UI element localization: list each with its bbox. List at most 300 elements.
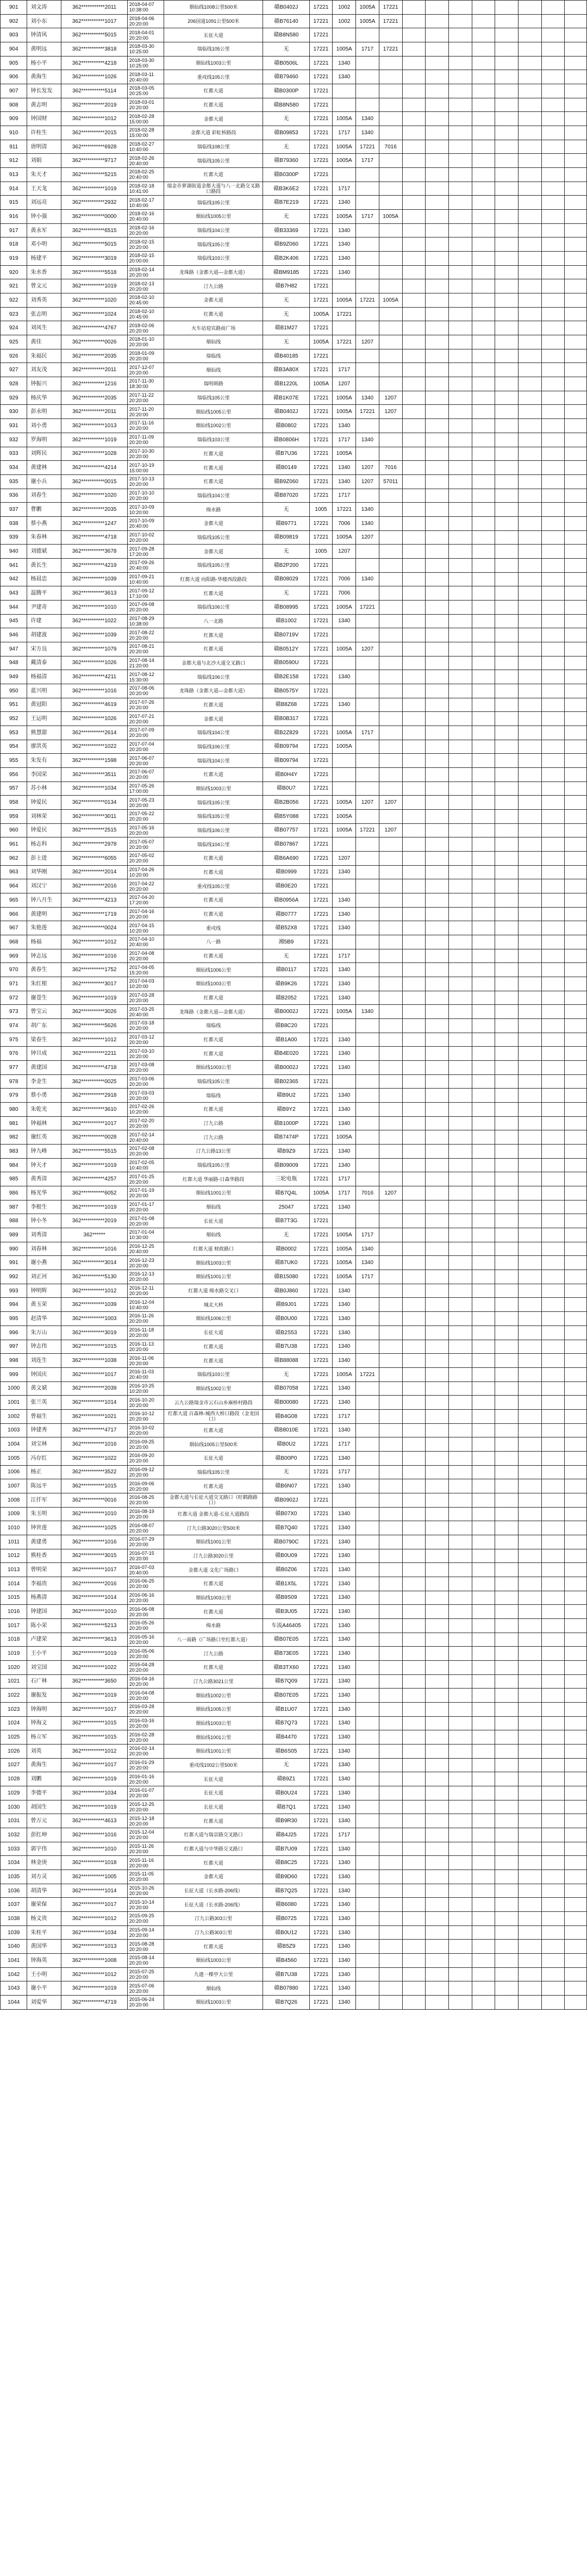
row-number-cell: 914 [1, 182, 27, 196]
code-cell [379, 1577, 402, 1591]
id-number-cell: 362***********1017 [61, 1367, 127, 1381]
code-cell [426, 712, 449, 726]
empty-cell [519, 14, 542, 28]
plate-cell: 赣B0719V [263, 628, 309, 642]
name-cell: 钟国庆 [27, 1367, 61, 1381]
code-cell [426, 907, 449, 921]
empty-cell [472, 1535, 495, 1549]
code-cell [426, 419, 449, 433]
table-row [1, 516, 587, 530]
empty-cell [565, 1409, 587, 1423]
location-cell: 瑞临线106公里 [164, 823, 263, 837]
id-number-cell: 362***********1019 [61, 1689, 127, 1703]
empty-cell [472, 572, 495, 586]
table-row [1, 1312, 587, 1326]
code-cell: 17221 [333, 307, 356, 321]
empty-cell [448, 1967, 472, 1981]
table-row [1, 419, 587, 433]
code-cell: 1340 [333, 1312, 356, 1326]
table-row [1, 1033, 587, 1047]
location-cell: 红都大道与中华路交叉路口 [164, 1842, 263, 1856]
location-cell: 长征大道 [164, 1325, 263, 1340]
table-row [1, 1800, 587, 1814]
datetime-cell: 2017-10-30 20:20:00 [127, 447, 164, 461]
code-cell: 17221 [309, 1702, 333, 1716]
empty-cell [565, 489, 587, 503]
empty-cell [519, 1884, 542, 1898]
name-cell: 钟志伟 [27, 1340, 61, 1354]
name-cell: 朱福民 [27, 349, 61, 363]
code-cell [379, 781, 402, 796]
empty-cell [541, 461, 565, 475]
name-cell: 朱水香 [27, 265, 61, 279]
empty-cell [541, 419, 565, 433]
code-cell: 17221 [309, 405, 333, 419]
code-cell: 17221 [309, 558, 333, 572]
table-row [1, 698, 587, 712]
row-number-cell: 1028 [1, 1772, 27, 1786]
code-cell [402, 1674, 426, 1689]
code-cell [379, 1340, 402, 1354]
empty-cell [565, 279, 587, 293]
code-cell [402, 1409, 426, 1423]
empty-cell [565, 1716, 587, 1730]
datetime-cell: 2017-05-22 20:20:00 [127, 809, 164, 823]
table-row [1, 921, 587, 935]
empty-cell [519, 1633, 542, 1647]
empty-cell [519, 210, 542, 224]
table-row [1, 196, 587, 210]
row-number-cell: 1027 [1, 1758, 27, 1772]
empty-cell [495, 461, 519, 475]
row-number-cell: 1031 [1, 1814, 27, 1828]
id-number-cell: 362***********2016 [61, 1577, 127, 1591]
table-row [1, 349, 587, 363]
id-number-cell: 362***********3818 [61, 42, 127, 57]
id-number-cell: 362***********2015 [61, 126, 127, 140]
table-row [1, 1423, 587, 1437]
code-cell [379, 1535, 402, 1549]
location-cell: 绵水路 [164, 503, 263, 517]
empty-cell [565, 1270, 587, 1284]
id-number-cell: 362***********1034 [61, 1786, 127, 1800]
datetime-cell: 2017-01-25 20:20:00 [127, 1172, 164, 1186]
empty-cell [472, 712, 495, 726]
empty-cell [472, 558, 495, 572]
id-number-cell: 362***********2978 [61, 837, 127, 852]
id-number-cell: 362***********0028 [61, 1130, 127, 1145]
empty-cell [472, 1912, 495, 1926]
empty-cell [541, 684, 565, 698]
empty-cell [565, 1298, 587, 1312]
name-cell: 黄建勇 [27, 1535, 61, 1549]
empty-cell [565, 140, 587, 154]
empty-cell [495, 879, 519, 893]
name-cell: 石广林 [27, 1674, 61, 1689]
empty-cell [495, 503, 519, 517]
code-cell [402, 1047, 426, 1061]
empty-cell [472, 70, 495, 84]
code-cell [402, 1130, 426, 1145]
code-cell [426, 600, 449, 614]
empty-cell [565, 1535, 587, 1549]
row-number-cell: 981 [1, 1116, 27, 1130]
empty-cell [448, 1033, 472, 1047]
row-number-cell: 985 [1, 1172, 27, 1186]
id-number-cell: 362***********1014 [61, 1396, 127, 1410]
datetime-cell: 2017-03-10 20:20:00 [127, 1047, 164, 1061]
code-cell: 17221 [356, 405, 379, 419]
empty-cell [495, 1674, 519, 1689]
empty-cell [541, 154, 565, 168]
empty-cell [448, 1800, 472, 1814]
table-row [1, 489, 587, 503]
code-cell [426, 740, 449, 754]
location-cell: 红都大道 [164, 851, 263, 865]
datetime-cell: 2017-04-16 20:20:00 [127, 907, 164, 921]
code-cell [379, 1158, 402, 1172]
location-cell: 烟仙线1003公里 [164, 781, 263, 796]
empty-cell [565, 1591, 587, 1605]
row-number-cell: 983 [1, 1145, 27, 1159]
code-cell [379, 349, 402, 363]
plate-cell: 赣B07058 [263, 1381, 309, 1396]
code-cell: 17221 [309, 1325, 333, 1340]
plate-cell: 赣B40185 [263, 349, 309, 363]
code-cell: 17221 [309, 1940, 333, 1954]
empty-cell [448, 1912, 472, 1926]
plate-cell: 25047 [263, 1200, 309, 1214]
location-cell: 汀九公路303公里 [164, 1925, 263, 1940]
code-cell [379, 1996, 402, 2010]
location-cell: 烟仙线1005公里 [164, 405, 263, 419]
code-cell: 1340 [333, 865, 356, 879]
empty-cell [472, 1521, 495, 1535]
code-cell [402, 1535, 426, 1549]
plate-cell: 赣B0902J [263, 1493, 309, 1507]
empty-cell [472, 1116, 495, 1130]
location-cell: 金都大道与长征大道交叉路口（旺鹤路路口） [164, 1493, 263, 1507]
code-cell [402, 977, 426, 991]
code-cell [402, 168, 426, 182]
empty-cell [541, 1116, 565, 1130]
empty-cell [519, 1996, 542, 2010]
plate-cell: 赣B6S05 [263, 1744, 309, 1758]
code-cell [379, 84, 402, 98]
code-cell [379, 1284, 402, 1298]
empty-cell [495, 1870, 519, 1884]
name-cell: 谢小燕 [27, 1256, 61, 1270]
empty-cell [495, 363, 519, 377]
table-row [1, 461, 587, 475]
empty-cell [565, 1200, 587, 1214]
code-cell [402, 1689, 426, 1703]
code-cell: 17221 [309, 1312, 333, 1326]
location-cell: 汀九公路3020公里 [164, 1549, 263, 1563]
id-number-cell: 362***********6928 [61, 140, 127, 154]
name-cell: 温腾平 [27, 586, 61, 601]
empty-cell [519, 1423, 542, 1437]
empty-cell [519, 1647, 542, 1661]
code-cell: 17221 [309, 865, 333, 879]
empty-cell [495, 265, 519, 279]
code-cell: 17221 [309, 1633, 333, 1647]
code-cell [426, 433, 449, 447]
code-cell: 1005A [333, 447, 356, 461]
empty-cell [495, 28, 519, 42]
empty-cell [495, 865, 519, 879]
code-cell [402, 1618, 426, 1633]
code-cell [379, 1828, 402, 1842]
plate-cell: 赣B0590U [263, 656, 309, 670]
empty-cell [495, 1786, 519, 1800]
name-cell: 唐明清 [27, 140, 61, 154]
table-row [1, 865, 587, 879]
code-cell [426, 1660, 449, 1674]
code-cell [402, 879, 426, 893]
id-number-cell: 362***********1247 [61, 516, 127, 530]
datetime-cell: 2016-08-25 20:20:00 [127, 1493, 164, 1507]
code-cell [379, 684, 402, 698]
empty-cell [472, 98, 495, 112]
empty-cell [495, 516, 519, 530]
code-cell [426, 1033, 449, 1047]
name-cell: 蓝兴明 [27, 684, 61, 698]
row-number-cell: 1008 [1, 1493, 27, 1507]
code-cell [426, 252, 449, 266]
datetime-cell: 2017-10-13 20:20:00 [127, 474, 164, 489]
table-row [1, 1103, 587, 1117]
table-row [1, 754, 587, 768]
empty-cell [495, 530, 519, 545]
code-cell [379, 1423, 402, 1437]
code-cell [402, 1814, 426, 1828]
plate-cell: 赣B8N580 [263, 98, 309, 112]
location-cell: 红都大道 [164, 1423, 263, 1437]
code-cell [379, 949, 402, 963]
code-cell [402, 600, 426, 614]
code-cell: 1207 [379, 405, 402, 419]
datetime-cell: 2017-11-20 20:20:00 [127, 405, 164, 419]
code-cell [426, 1814, 449, 1828]
code-cell [402, 1940, 426, 1954]
empty-cell [519, 1242, 542, 1256]
datetime-cell: 2017-01-04 10:30:00 [127, 1228, 164, 1242]
code-cell: 1340 [333, 1563, 356, 1577]
table-row [1, 837, 587, 852]
empty-cell [495, 70, 519, 84]
table-row [1, 726, 587, 740]
table-row [1, 1019, 587, 1033]
empty-cell [541, 1172, 565, 1186]
plate-cell: 赣B1A00 [263, 1033, 309, 1047]
id-number-cell: 362***********1025 [61, 1521, 127, 1535]
id-number-cell: 362***********1017 [61, 14, 127, 28]
row-number-cell: 1011 [1, 1535, 27, 1549]
code-cell: 1340 [333, 1954, 356, 1968]
datetime-cell: 2017-11-09 20:20:00 [127, 433, 164, 447]
code-cell [426, 1451, 449, 1465]
empty-cell [495, 1591, 519, 1605]
code-cell: 1340 [333, 1674, 356, 1689]
code-cell [402, 1312, 426, 1326]
code-cell: 1340 [333, 1298, 356, 1312]
empty-cell [448, 1019, 472, 1033]
row-number-cell: 948 [1, 656, 27, 670]
code-cell: 1340 [333, 1507, 356, 1521]
table-row [1, 600, 587, 614]
code-cell: 17221 [309, 1, 333, 15]
empty-cell [448, 1940, 472, 1954]
name-cell: 黄文斌 [27, 1381, 61, 1396]
empty-cell [519, 1814, 542, 1828]
table-row [1, 1493, 587, 1507]
empty-cell [472, 447, 495, 461]
datetime-cell: 2017-11-16 20:20:00 [127, 419, 164, 433]
id-number-cell: 362***********1018 [61, 1856, 127, 1870]
empty-cell [519, 1381, 542, 1396]
empty-cell [565, 1967, 587, 1981]
code-cell [426, 503, 449, 517]
row-number-cell: 903 [1, 28, 27, 42]
empty-cell [472, 781, 495, 796]
id-number-cell: 362***********3522 [61, 1465, 127, 1479]
empty-cell [448, 1047, 472, 1061]
code-cell: 17221 [309, 252, 333, 266]
empty-cell [519, 1828, 542, 1842]
row-number-cell: 967 [1, 921, 27, 935]
code-cell: 1340 [333, 977, 356, 991]
empty-cell [519, 921, 542, 935]
empty-cell [519, 419, 542, 433]
datetime-cell: 2015-06-24 20:20:00 [127, 1996, 164, 2010]
code-cell: 1340 [356, 1005, 379, 1019]
location-cell: 烟仙线1008公里500米 [164, 1, 263, 15]
name-cell: 张志明 [27, 307, 61, 321]
empty-cell [495, 1298, 519, 1312]
name-cell: 钟小冬 [27, 1214, 61, 1228]
empty-cell [565, 1228, 587, 1242]
empty-cell [472, 1312, 495, 1326]
plate-cell: 赣B7Q1 [263, 1800, 309, 1814]
empty-cell [472, 837, 495, 852]
code-cell [379, 670, 402, 684]
name-cell: 陈小荣 [27, 1618, 61, 1633]
code-cell [379, 586, 402, 601]
code-cell [333, 558, 356, 572]
empty-cell [541, 28, 565, 42]
empty-cell [519, 865, 542, 879]
plate-cell: 赣B0402J [263, 405, 309, 419]
id-number-cell: 362***********2011 [61, 405, 127, 419]
name-cell: 黄佳 [27, 335, 61, 349]
code-cell: 17221 [309, 70, 333, 84]
code-cell [402, 949, 426, 963]
row-number-cell: 968 [1, 935, 27, 949]
name-cell: 胡清华 [27, 1884, 61, 1898]
empty-cell [541, 433, 565, 447]
id-number-cell: 362***********1039 [61, 1298, 127, 1312]
id-number-cell: 362***********1034 [61, 781, 127, 796]
code-cell: 17221 [309, 1340, 333, 1354]
code-cell [402, 42, 426, 57]
empty-cell [541, 670, 565, 684]
empty-cell [448, 1172, 472, 1186]
code-cell [379, 265, 402, 279]
empty-cell [565, 1367, 587, 1381]
datetime-cell: 2016-02-28 20:20:00 [127, 1730, 164, 1745]
row-number-cell: 1035 [1, 1870, 27, 1884]
empty-cell [472, 1925, 495, 1940]
datetime-cell: 2017-09-21 10:40:00 [127, 572, 164, 586]
location-cell: 重戍线1002公里500米 [164, 1758, 263, 1772]
code-cell [356, 1996, 379, 2010]
location-cell: 瑞临线 [164, 1019, 263, 1033]
code-cell: 17221 [309, 1856, 333, 1870]
name-cell: 朱春林 [27, 530, 61, 545]
code-cell: 1340 [333, 1200, 356, 1214]
datetime-cell: 2016-09-25 20:20:00 [127, 1437, 164, 1452]
code-cell [356, 977, 379, 991]
empty-cell [495, 391, 519, 405]
empty-cell [472, 168, 495, 182]
datetime-cell: 2016-12-25 20:40:00 [127, 1242, 164, 1256]
code-cell [402, 893, 426, 908]
empty-cell [472, 335, 495, 349]
code-cell [356, 1074, 379, 1089]
code-cell: 1340 [356, 572, 379, 586]
code-cell [379, 1242, 402, 1256]
location-cell: 红都大道 [164, 474, 263, 489]
datetime-cell: 2016-06-25 20:20:00 [127, 1577, 164, 1591]
code-cell: 1005A [309, 1186, 333, 1201]
location-cell: 城北大桥 [164, 1298, 263, 1312]
code-cell [356, 656, 379, 670]
plate-cell: 赣B9Y2 [263, 1103, 309, 1117]
location-cell: 红都大道 [164, 1814, 263, 1828]
code-cell [379, 809, 402, 823]
empty-cell [519, 796, 542, 810]
datetime-cell: 2016-07-15 20:20:00 [127, 1549, 164, 1563]
empty-cell [495, 1033, 519, 1047]
empty-cell [472, 42, 495, 57]
location-cell: 红都大道 [164, 447, 263, 461]
code-cell [426, 781, 449, 796]
code-cell [426, 1507, 449, 1521]
empty-cell [472, 530, 495, 545]
code-cell [426, 991, 449, 1005]
empty-cell [519, 1563, 542, 1577]
empty-cell [519, 1925, 542, 1940]
code-cell: 1002 [333, 1, 356, 15]
name-cell: 黄永军 [27, 223, 61, 237]
name-cell: 戴清泰 [27, 656, 61, 670]
row-number-cell: 958 [1, 796, 27, 810]
row-number-cell: 910 [1, 126, 27, 140]
datetime-cell: 2016-10-12 20:20:00 [127, 1409, 164, 1423]
row-number-cell: 970 [1, 963, 27, 977]
location-cell: 九遗一棵亭大公里 [164, 1967, 263, 1981]
id-number-cell: 362***********1016 [61, 1535, 127, 1549]
code-cell [402, 474, 426, 489]
empty-cell [448, 656, 472, 670]
empty-cell [448, 154, 472, 168]
code-cell [402, 1521, 426, 1535]
name-cell: 朱红根 [27, 977, 61, 991]
empty-cell [448, 1354, 472, 1368]
plate-cell: 赣B0B317 [263, 712, 309, 726]
code-cell [402, 823, 426, 837]
